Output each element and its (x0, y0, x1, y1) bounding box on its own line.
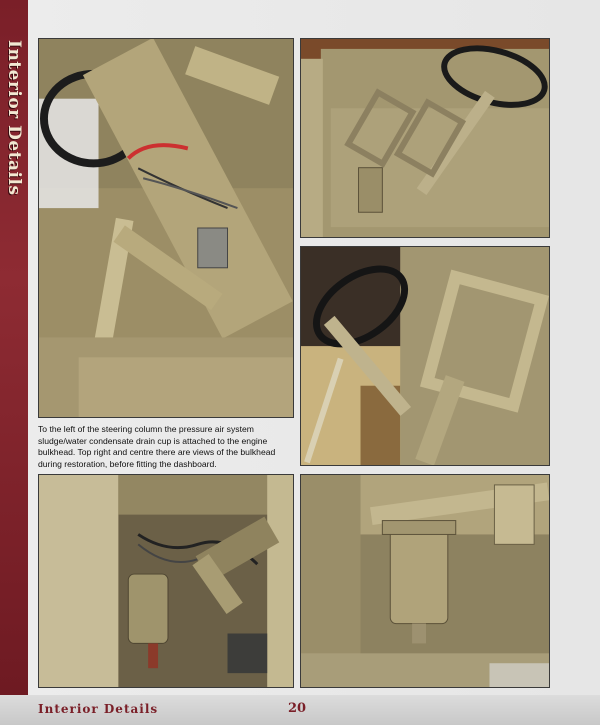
photo-middle-right (300, 246, 550, 466)
photo-bottom-left-image (39, 475, 293, 687)
photo-left-large (38, 38, 294, 418)
photo-bottom-left (38, 474, 294, 688)
footer-section-title: Interior Details (38, 702, 159, 716)
photo-top-right-image (301, 39, 549, 237)
photo-middle-right-image (301, 247, 549, 465)
photo-left-large-image (39, 39, 293, 417)
photo-bottom-right (300, 474, 550, 688)
side-section-title: Interior Details (4, 40, 24, 196)
photo-caption: To the left of the steering column the pressure air system sludge/water condensate drain cup is attached to the engine bulkhead. Top right and centre there are views of the bulkhead during restoration, before fitting the dashboard. (38, 424, 276, 469)
photo-top-right (300, 38, 550, 238)
page-number: 20 (288, 701, 307, 716)
photo-bottom-right-image (301, 475, 549, 687)
